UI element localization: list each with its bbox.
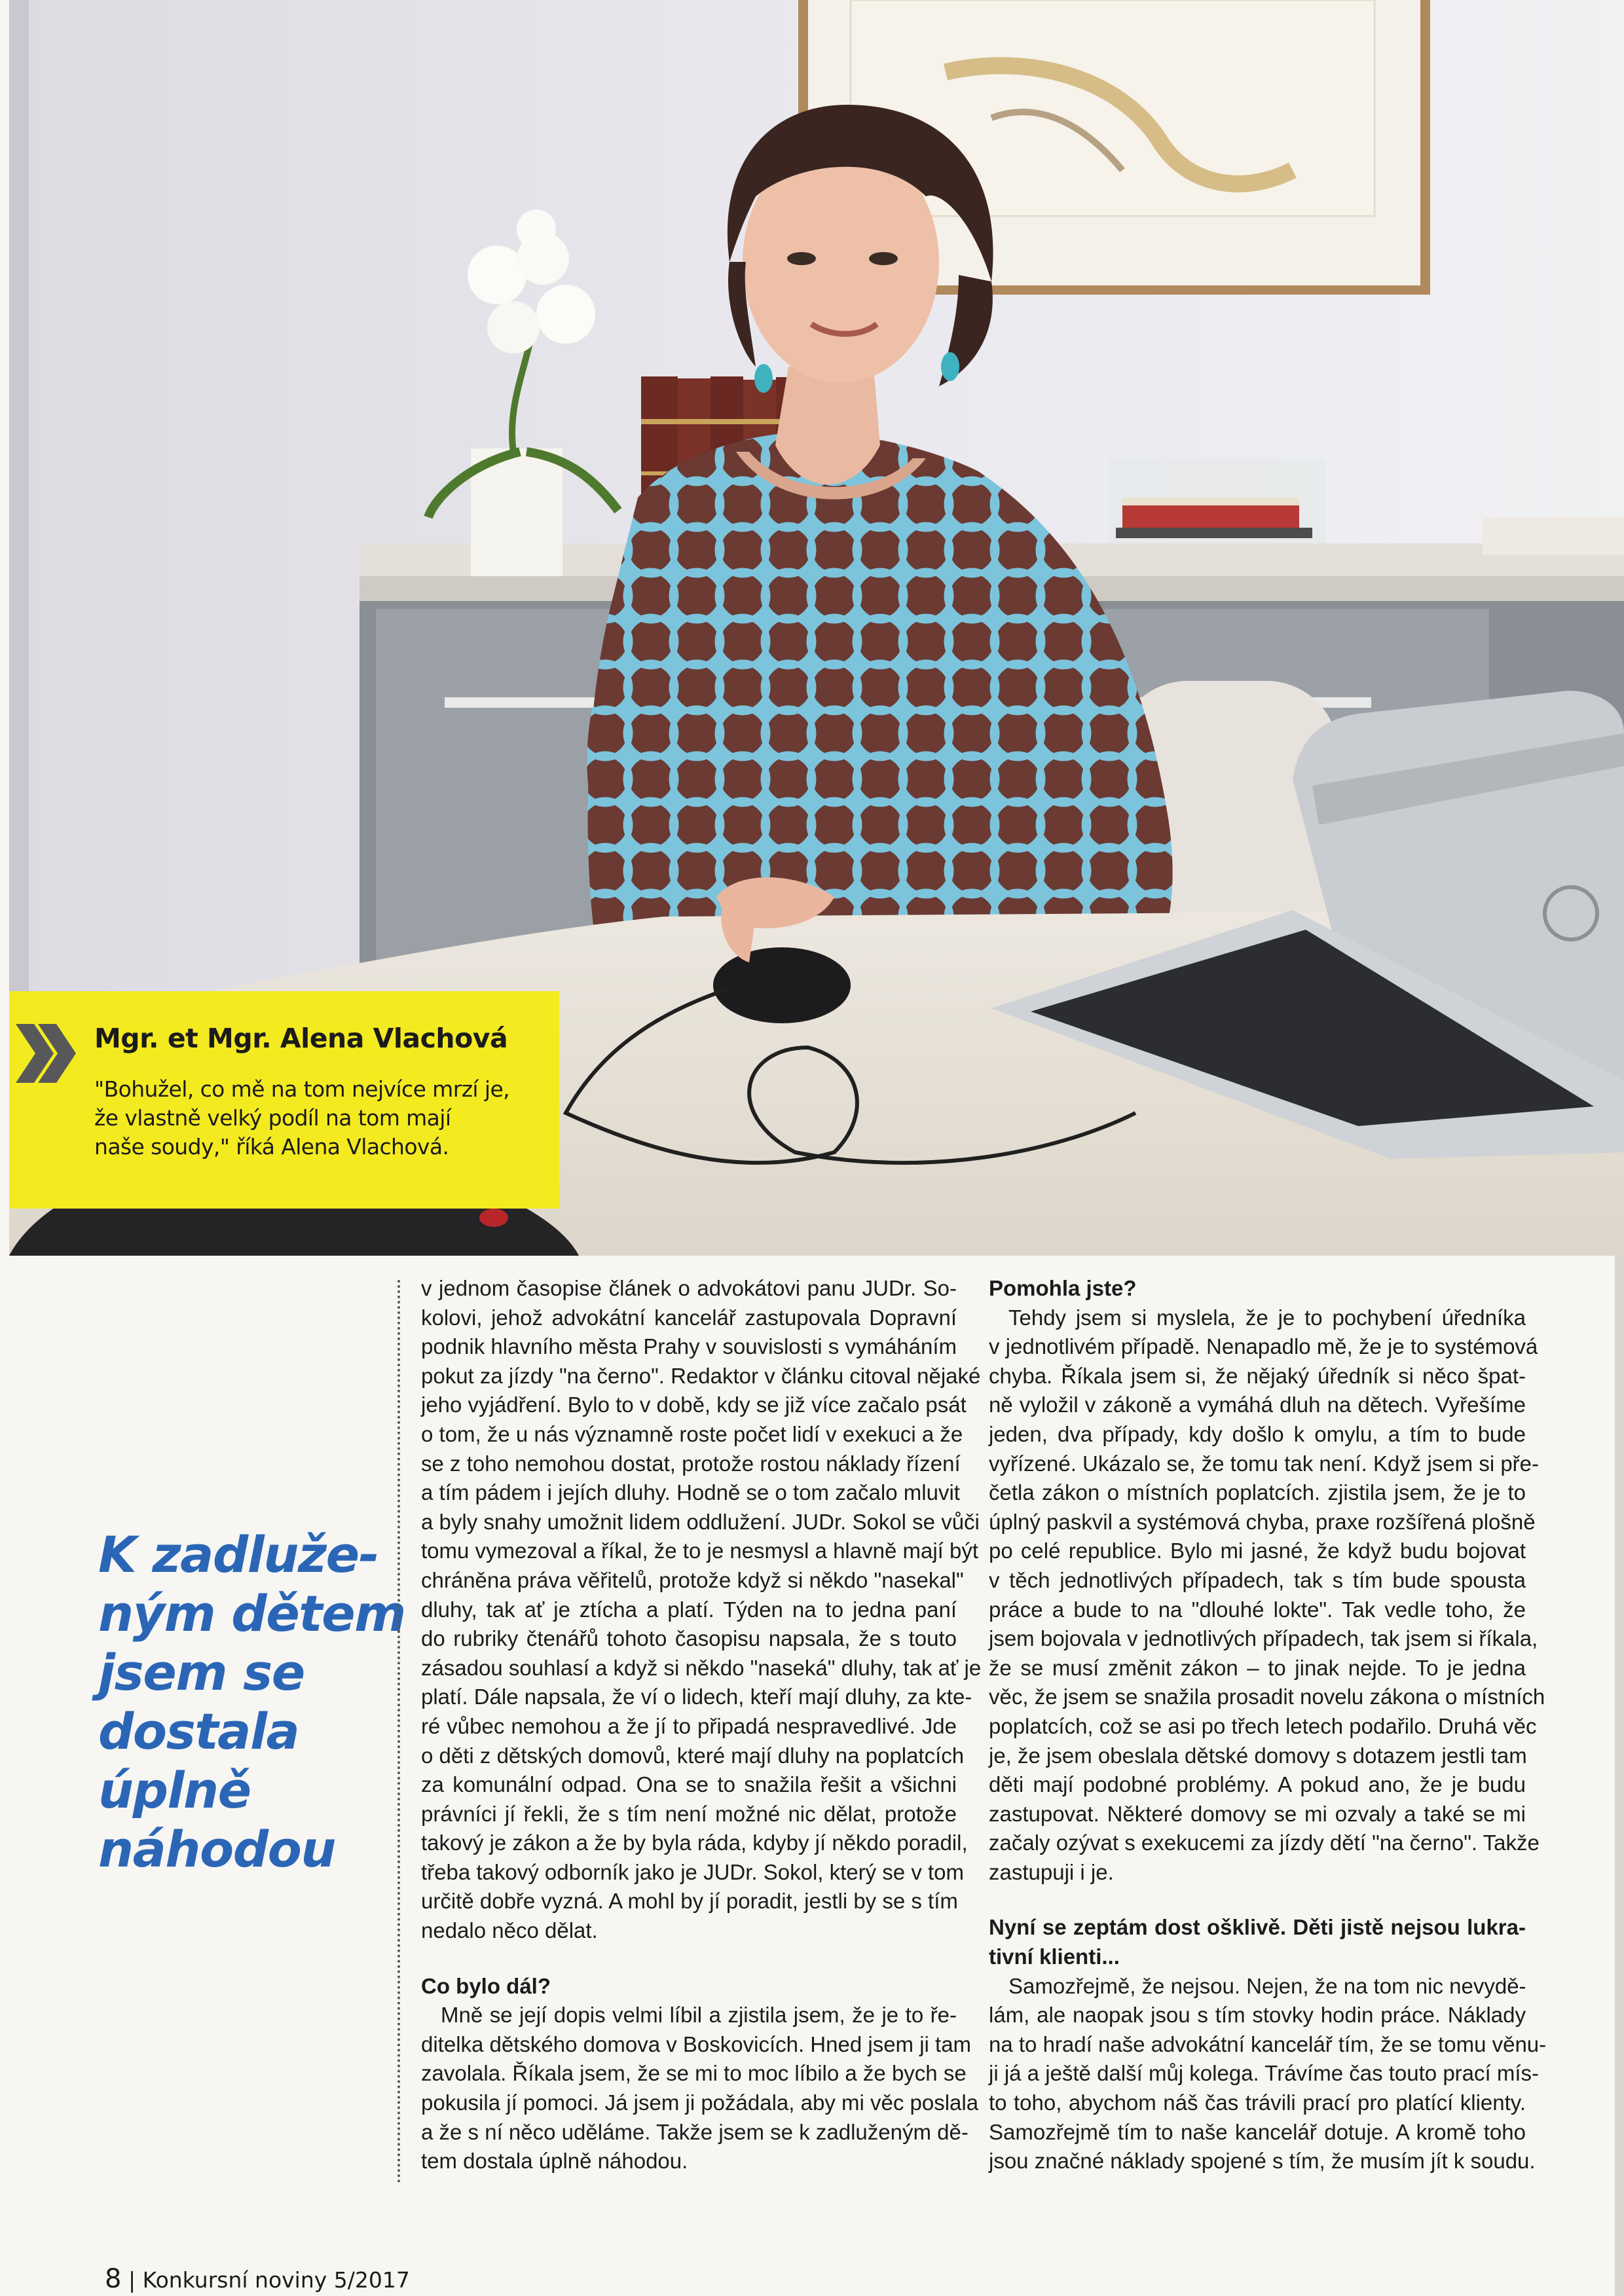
headline-line: K zadluže-: [98, 1525, 378, 1584]
paragraph-gap: [989, 1887, 1526, 1913]
article-body-part1: [421, 1274, 982, 1946]
article-line: podnik hlavního města Prahy v souvislosti s vymáháním: [421, 1334, 957, 1359]
article-line: úplný paskvil a systémová chyba, praxe rozšířená plošně: [989, 1509, 1536, 1534]
double-chevron-icon: [16, 1017, 81, 1089]
article-line: pokut za jízdy "na černo". Redaktor v článku citoval nějaké: [421, 1363, 981, 1388]
headline-line: náhodou: [98, 1820, 335, 1878]
article-line: v těch jednotlivých případech, tak s tím bude spousta: [989, 1567, 1526, 1592]
article-line: zastupovat. Některé domovy se mi ozvaly a také se mi: [989, 1801, 1526, 1826]
article-line: nedalo něco dělat.: [421, 1918, 598, 1943]
headline-line: úplně: [98, 1761, 251, 1819]
page-number: 8: [105, 2264, 122, 2294]
question-line: Nyní se zeptám dost ošklivě. Děti jistě nejsou lukra-: [989, 1915, 1526, 1940]
caption-quote-line: "Bohužel, co mě na tom nejvíce mrzí je,: [94, 1076, 510, 1102]
article-line: třeba takový odborník jako je JUDr. Sokol, který se v tom: [421, 1859, 965, 1884]
article-line: platí. Dále napsala, že ví o lidech, kteří mají dluhy, za kte-: [421, 1685, 972, 1709]
photo-caption: [9, 991, 559, 1209]
article-line: takový je zákon a že by byla ráda, kdyby jí někdo poradil,: [421, 1831, 968, 1855]
article-line: do rubriky čtenářů tohoto časopisu napsala, že s touto: [421, 1626, 957, 1651]
article-line: zásadou souhlasí a když si někdo "naseká" dluhy, tak ať je: [421, 1655, 982, 1680]
paragraph-gap: [421, 1946, 957, 1972]
article-line: věc, že jsem se snažila prosadit novelu zákona o místních: [989, 1685, 1545, 1709]
article-line: určitě dobře vyzná. A mohl by jí poradit, jestli by se s tím: [421, 1889, 958, 1914]
article-line: zavolala. Říkala jsem, že se mi to moc líbilo a že bych se: [421, 2061, 967, 2086]
article-line: chyba. Říkala jsem si, že nějaký úředník si něco špat-: [989, 1363, 1526, 1388]
article-line: Samozřejmě, že nejsou. Nejen, že na tom nic nevydě-: [1008, 1973, 1526, 1998]
caption-name: Mgr. et Mgr. Alena Vlachová: [94, 1023, 508, 1054]
question-heading: Co bylo dál?: [421, 1973, 551, 1998]
article-line: dluhy, tak ať je ztícha a platí. Týden na to jedna paní: [421, 1597, 957, 1622]
article-line: jsou značné náklady spojené s tím, že musím jít k soudu.: [989, 2149, 1536, 2174]
article-line: ji já a ještě další můj kolega. Trávíme čas touto prací mís-: [989, 2061, 1540, 2086]
article-line: ditelka dětského domova v Boskovicích. Hned jsem ji tam: [421, 2032, 972, 2056]
article-line: práce a bude to na "dlouhé lokte". Tak vedle toho, že: [989, 1597, 1526, 1622]
headline-line: dostala: [98, 1702, 299, 1760]
article-line: jsem bojovala v jednotlivých případech, tak jsem si říkala,: [989, 1626, 1538, 1651]
article-line: v jednotlivém případě. Nenapadlo mě, že je to systémová: [989, 1334, 1538, 1359]
article-line: a byly snahy umožnit lidem oddlužení. JUDr. Sokol se vůči: [421, 1509, 980, 1534]
article-line: na to hradí naše advokátní kancelář tím, že se tomu věnu-: [989, 2032, 1547, 2056]
article-line: lám, ale naopak jsou s tím stovky hodin práce. Náklady: [989, 2003, 1526, 2028]
article-line: poplatcích, což se asi po třech letech podařilo. Druhá věc: [989, 1713, 1537, 1738]
article-line: pokusila jí pomoci. Já jsem ji požádala, aby mi věc poslala: [421, 2090, 979, 2115]
article-column-middle: [421, 1274, 982, 2176]
article-line: a že s ní něco uděláme. Takže jsem se k zadluženým dě-: [421, 2119, 969, 2144]
article-line: vyřízené. Ukázalo se, že tomu tak není. Když jsem si pře-: [989, 1451, 1540, 1476]
article-line: za komunální odpad. Ona se to snažila řešit a všichni: [421, 1772, 957, 1797]
article-line: právníci jí řekli, že s tím není možné nic dělat, protože: [421, 1801, 957, 1826]
article-line: se z toho nemohou dostat, protože rostou náklady řízení: [421, 1451, 961, 1476]
question-heading: Pomohla jste?: [989, 1276, 1137, 1300]
article-line: Samozřejmě tím to naše kancelář dotuje. A kromě toho: [989, 2119, 1526, 2144]
article-line: začaly ozývat s exekucemi za jízdy dětí "na černo". Takže: [989, 1831, 1540, 1855]
article-headline: [98, 1525, 405, 1879]
article-line: zastupuji i je.: [989, 1859, 1114, 1884]
publication-name: Konkursní noviny 5/2017: [142, 2267, 410, 2293]
article-line: kolovi, jehož advokátní kancelář zastupovala Dopravní: [421, 1305, 957, 1330]
article-line: děti mají podobné problémy. A pokud ano, že je budu: [989, 1772, 1526, 1797]
article-line: ně vyložil v zákoně a vymáhá dluh na dětech. Vyřešíme: [989, 1393, 1526, 1417]
article-column-right: [989, 1274, 1547, 2176]
article-line: a tím pádem i jejích dluhy. Hodně se o tom začalo mluvit: [421, 1480, 960, 1505]
article-line: četla zákon o místních poplatcích. zjistila jsem, že je to: [989, 1480, 1526, 1505]
article-line: to toho, abychom náš čas trávili prací pro platící klienty.: [989, 2090, 1526, 2115]
headline-line: jsem se: [98, 1643, 304, 1702]
caption-quote-line: že vlastně velký podíl na tom mají: [94, 1105, 451, 1131]
article-line: tomu vymezoval a říkal, že to je nesmysl a hlavně mají být: [421, 1539, 979, 1563]
headline-line: ným dětem: [98, 1584, 405, 1643]
article-line: chráněna práva věřitelů, protože když si někdo "nasekal": [421, 1567, 964, 1592]
question-heading: [989, 1913, 1526, 1971]
article-line: ré vůbec nemohou a že jí to připadá nespravedlivé. Jde: [421, 1713, 957, 1738]
article-line: jeho vyjádření. Bylo to v době, kdy se již více začalo psát: [421, 1393, 967, 1417]
article-line: je, že jsem obeslala dětské domovy s dotazem jestli tam: [989, 1743, 1527, 1768]
answer-paragraph: [989, 1972, 1547, 2176]
article-line: jeden, dva případy, kdy došlo k omylu, a tím to bude: [989, 1421, 1526, 1446]
article-line: Tehdy jsem si myslela, že je to pochybení úředníka: [1008, 1305, 1526, 1330]
answer-paragraph: [421, 2001, 979, 2176]
article-line: po celé republice. Bylo mi jasné, že když budu bojovat: [989, 1539, 1526, 1563]
article-line: v jednom časopise článek o advokátovi panu JUDr. So-: [421, 1276, 957, 1300]
column-divider: [397, 1280, 400, 2183]
article-line: že se musí změnit zákon – to jinak nejde. To je jedna: [989, 1655, 1526, 1680]
article-line: Mně se její dopis velmi líbil a zjistila jsem, že je to ře-: [441, 2003, 957, 2028]
page-footer: [105, 2264, 410, 2294]
article-line: o tom, že u nás významně roste počet lidí v exekuci a že: [421, 1421, 963, 1446]
footer-separator: |: [128, 2267, 136, 2293]
question-line: tivní klienti...: [989, 1944, 1120, 1969]
article-line: tem dostala úplně náhodou.: [421, 2149, 688, 2174]
answer-paragraph: [989, 1303, 1545, 1887]
caption-quote-line: naše soudy," říká Alena Vlachová.: [94, 1134, 449, 1159]
caption-quote: [94, 1075, 546, 1161]
article-line: o děti z dětských domovů, které mají dluhy na poplatcích: [421, 1743, 965, 1768]
